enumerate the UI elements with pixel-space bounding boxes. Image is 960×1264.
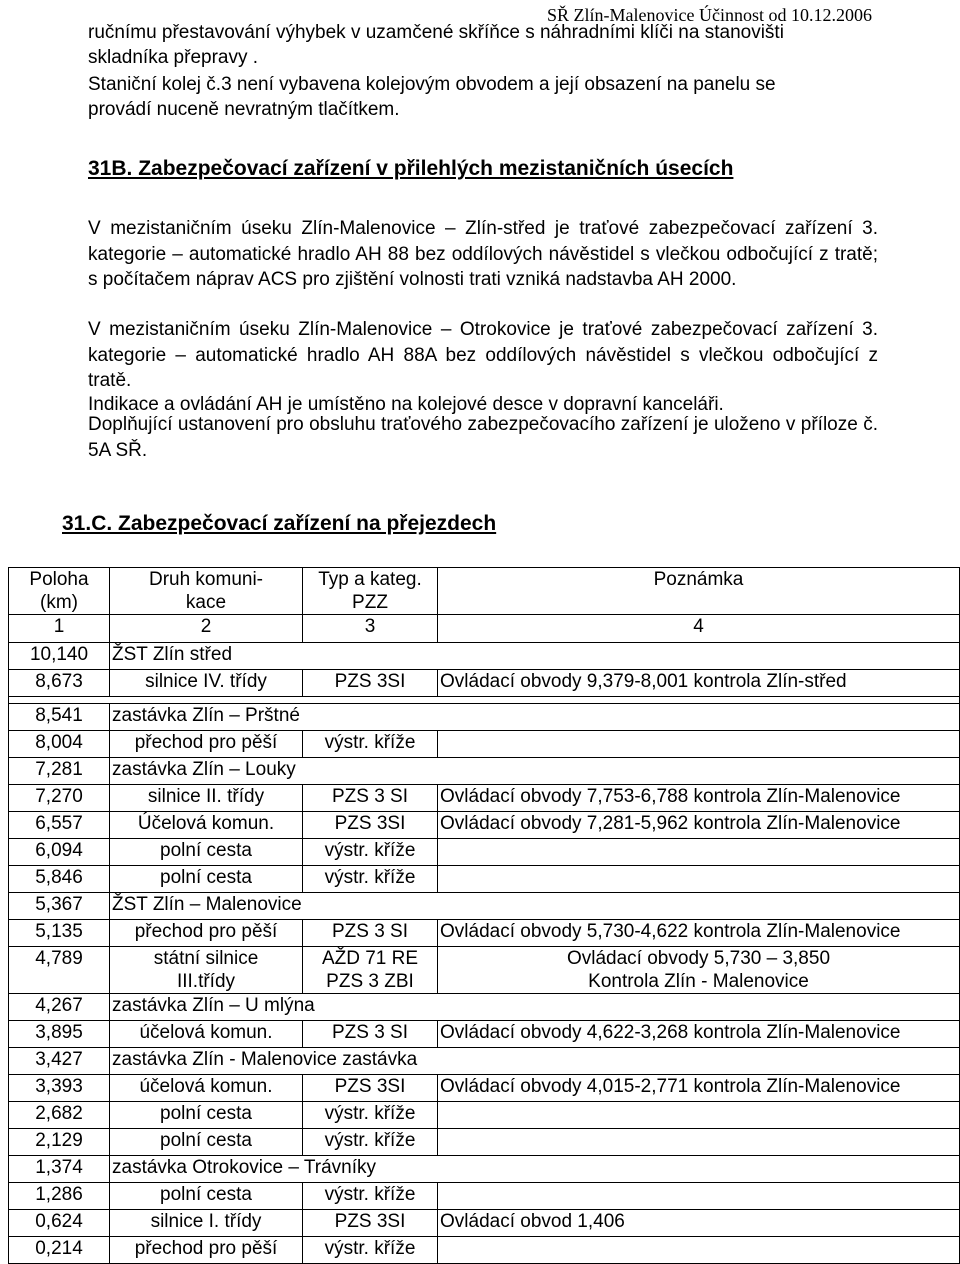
cell-druh: zastávka Zlín – U mlýna bbox=[110, 994, 960, 1021]
col-number-1: 1 bbox=[9, 615, 110, 643]
cell-druh: polní cesta bbox=[110, 839, 303, 866]
cell-poloha: 10,140 bbox=[9, 643, 110, 670]
cell-poloha: 5,135 bbox=[9, 920, 110, 947]
cell-poloha: 8,673 bbox=[9, 670, 110, 697]
cell-poloha: 3,427 bbox=[9, 1048, 110, 1075]
cell-typ: PZS 3SI bbox=[303, 1210, 438, 1237]
col-number-3: 3 bbox=[303, 615, 438, 643]
section-31b-para-2: V mezistaničním úseku Zlín-Malenovice – Otrokovice je traťové zabezpečovací zařízení 3. kategorie – automatické hradlo AH 88A bez oddílových návěstidel s vlečkou odbočující z tratě. bbox=[88, 319, 878, 391]
cell-poznamka bbox=[438, 1129, 960, 1156]
intro-line-1: ručnímu přestavování výhybek v uzamčené skříňce s náhradními klíči na stanovišti bbox=[88, 22, 784, 43]
table-row bbox=[9, 1102, 960, 1129]
table-gap-row bbox=[9, 697, 960, 704]
cell-typ: PZS 3SI bbox=[303, 812, 438, 839]
table-row bbox=[9, 839, 960, 866]
cell-poloha: 5,367 bbox=[9, 893, 110, 920]
intro-line-3: Staniční kolej č.3 není vybavena kolejovým obvodem a její obsazení na panelu se bbox=[88, 74, 776, 95]
table-number-row bbox=[9, 615, 960, 643]
table-row bbox=[9, 1183, 960, 1210]
cell-typ: výstr. kříže bbox=[303, 1183, 438, 1210]
cell-typ: výstr. kříže bbox=[303, 866, 438, 893]
cell-druh bbox=[110, 947, 303, 994]
table-row bbox=[9, 1075, 960, 1102]
cell-poznamka bbox=[438, 731, 960, 758]
cell-poloha: 1,374 bbox=[9, 1156, 110, 1183]
cell-poloha: 4,789 bbox=[9, 947, 110, 994]
table-header-row bbox=[9, 568, 960, 615]
cell-poznamka-line-2: Kontrola Zlín - Malenovice bbox=[588, 971, 809, 992]
cell-druh: silnice II. třídy bbox=[110, 785, 303, 812]
table-row bbox=[9, 1156, 960, 1183]
table-row bbox=[9, 1129, 960, 1156]
cell-poznamka bbox=[438, 866, 960, 893]
cell-druh: ŽST Zlín – Malenovice bbox=[110, 893, 960, 920]
cell-druh: zastávka Zlín - Malenovice zastávka bbox=[110, 1048, 960, 1075]
cell-poloha: 7,270 bbox=[9, 785, 110, 812]
cell-druh: zastávka Zlín – Louky bbox=[110, 758, 960, 785]
cell-poznamka-line-1: Ovládací obvody 5,730 – 3,850 bbox=[566, 948, 831, 969]
table-row bbox=[9, 947, 960, 994]
cell-poznamka bbox=[438, 1183, 960, 1210]
cell-druh: přechod pro pěší bbox=[110, 1237, 303, 1264]
cell-poloha: 5,846 bbox=[9, 866, 110, 893]
cell-druh: silnice I. třídy bbox=[110, 1210, 303, 1237]
table-row bbox=[9, 1048, 960, 1075]
cell-poznamka bbox=[438, 1102, 960, 1129]
cell-typ: PZS 3SI bbox=[303, 1075, 438, 1102]
cell-druh: přechod pro pěší bbox=[110, 731, 303, 758]
section-31b-para-1: V mezistaničním úseku Zlín-Malenovice – Zlín-střed je traťové zabezpečovací zařízení 3. kategorie – automatické hradlo AH 88 bez oddílových návěstidel s vlečkou odbočující z tratě; s počítačem náprav ACS pro zjištění volnosti trati vzniká nadstavba AH 2000. bbox=[88, 218, 878, 290]
cell-poloha: 0,624 bbox=[9, 1210, 110, 1237]
table-row bbox=[9, 1210, 960, 1237]
table-row bbox=[9, 866, 960, 893]
cell-druh-line-1: státní silnice bbox=[153, 948, 259, 969]
cell-typ: výstr. kříže bbox=[303, 1237, 438, 1264]
cell-druh: účelová komun. bbox=[110, 1021, 303, 1048]
section-31b-para-4: Doplňující ustanovení pro obsluhu traťového zabezpečovacího zařízení je uloženo v příloze č. 5A SŘ. bbox=[88, 414, 878, 461]
table-row bbox=[9, 893, 960, 920]
cell-poznamka: Ovládací obvody 9,379-8,001 kontrola Zlín-střed bbox=[438, 670, 960, 697]
cell-typ: výstr. kříže bbox=[303, 1129, 438, 1156]
intro-line-2: skladníka přepravy . bbox=[88, 47, 259, 68]
table-row bbox=[9, 994, 960, 1021]
cell-poznamka bbox=[438, 839, 960, 866]
section-31c-heading: 31.C. Zabezpečovací zařízení na přejezdech bbox=[62, 512, 497, 535]
cell-typ: PZS 3 SI bbox=[303, 920, 438, 947]
table-row bbox=[9, 785, 960, 812]
cell-poznamka: Ovládací obvody 4,622-3,268 kontrola Zlín-Malenovice bbox=[438, 1021, 960, 1048]
cell-poloha: 7,281 bbox=[9, 758, 110, 785]
cell-poloha: 8,004 bbox=[9, 731, 110, 758]
cell-druh: polní cesta bbox=[110, 1129, 303, 1156]
cell-druh: zastávka Otrokovice – Trávníky bbox=[110, 1156, 960, 1183]
cell-druh: Účelová komun. bbox=[110, 812, 303, 839]
header-typ: Typ a kateg. PZZ bbox=[303, 568, 438, 615]
cell-typ: PZS 3 SI bbox=[303, 1021, 438, 1048]
crossing-table bbox=[8, 567, 960, 1264]
cell-poloha: 6,094 bbox=[9, 839, 110, 866]
cell-typ: PZS 3 SI bbox=[303, 785, 438, 812]
cell-typ: PZS 3SI bbox=[303, 670, 438, 697]
col-number-4: 4 bbox=[438, 615, 960, 643]
cell-typ-line-1: AŽD 71 RE bbox=[321, 948, 419, 969]
cell-poznamka: Ovládací obvody 4,015-2,771 kontrola Zlín-Malenovice bbox=[438, 1075, 960, 1102]
table-row bbox=[9, 643, 960, 670]
cell-poloha: 2,682 bbox=[9, 1102, 110, 1129]
cell-typ: výstr. kříže bbox=[303, 1102, 438, 1129]
cell-poznamka bbox=[438, 947, 960, 994]
section-31b-heading: 31B. Zabezpečovací zařízení v přilehlých mezistaničních úsecích bbox=[88, 157, 734, 180]
cell-poznamka: Ovládací obvod 1,406 bbox=[438, 1210, 960, 1237]
table-row bbox=[9, 731, 960, 758]
cell-poloha: 2,129 bbox=[9, 1129, 110, 1156]
cell-typ: výstr. kříže bbox=[303, 839, 438, 866]
section-31b-para-3: Indikace a ovládání AH je umístěno na kolejové desce v dopravní kanceláři. bbox=[88, 394, 724, 415]
table-row bbox=[9, 758, 960, 785]
table-row bbox=[9, 1237, 960, 1264]
cell-druh: polní cesta bbox=[110, 1183, 303, 1210]
header-druh: Druh komuni- kace bbox=[110, 568, 303, 615]
cell-typ bbox=[303, 947, 438, 994]
cell-druh: ŽST Zlín střed bbox=[110, 643, 960, 670]
cell-poloha: 1,286 bbox=[9, 1183, 110, 1210]
cell-poloha: 4,267 bbox=[9, 994, 110, 1021]
header-poloha: Poloha (km) bbox=[9, 568, 110, 615]
cell-poloha: 0,214 bbox=[9, 1237, 110, 1264]
table-row bbox=[9, 670, 960, 697]
header-poznamka: Poznámka bbox=[438, 568, 960, 615]
cell-poloha: 3,895 bbox=[9, 1021, 110, 1048]
table-row bbox=[9, 812, 960, 839]
cell-poloha: 3,393 bbox=[9, 1075, 110, 1102]
cell-druh: silnice IV. třídy bbox=[110, 670, 303, 697]
table-row bbox=[9, 920, 960, 947]
header-note: SŘ Zlín-Malenovice Účinnost od 10.12.2006 bbox=[547, 5, 872, 25]
cell-poloha: 8,541 bbox=[9, 704, 110, 731]
cell-druh: polní cesta bbox=[110, 866, 303, 893]
cell-druh: přechod pro pěší bbox=[110, 920, 303, 947]
table-gap-cell bbox=[9, 697, 960, 704]
cell-druh: účelová komun. bbox=[110, 1075, 303, 1102]
cell-poznamka bbox=[438, 1237, 960, 1264]
cell-poznamka: Ovládací obvody 7,281-5,962 kontrola Zlín-Malenovice bbox=[438, 812, 960, 839]
cell-poznamka: Ovládací obvody 5,730-4,622 kontrola Zlín-Malenovice bbox=[438, 920, 960, 947]
cell-druh: polní cesta bbox=[110, 1102, 303, 1129]
cell-druh-line-2: III.třídy bbox=[176, 971, 236, 992]
col-number-2: 2 bbox=[110, 615, 303, 643]
cell-typ-line-2: PZS 3 ZBI bbox=[326, 971, 414, 992]
cell-typ: výstr. kříže bbox=[303, 731, 438, 758]
table-row bbox=[9, 1021, 960, 1048]
cell-poznamka: Ovládací obvody 7,753-6,788 kontrola Zlín-Malenovice bbox=[438, 785, 960, 812]
cell-poloha: 6,557 bbox=[9, 812, 110, 839]
cell-druh: zastávka Zlín – Prštné bbox=[110, 704, 960, 731]
intro-line-4: provádí nuceně nevratným tlačítkem. bbox=[88, 99, 400, 120]
table-row bbox=[9, 704, 960, 731]
